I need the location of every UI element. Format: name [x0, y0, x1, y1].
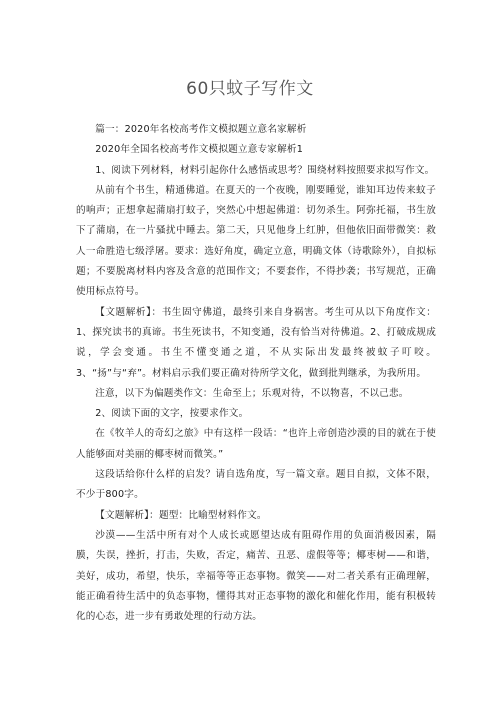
paragraph: 这段话给你什么样的启发？请自选角度，写一篇文章。题目自拟，文体不限，不少于800字。 — [76, 469, 436, 501]
paragraph: 注意，以下为偏题类作文：生命至上；乐观对待，不以物喜，不以己悲。 — [95, 387, 409, 399]
paragraph: 2、阅读下面的文字，按要求作文。 — [95, 408, 249, 420]
paragraph: 1、阅读下列材料，材料引起你什么感悟或思考？围绕材料按照要求拟写作文。 — [95, 164, 435, 176]
paragraph: 【文题解析】：题型：比喻型材料作文。 — [95, 509, 267, 521]
paragraph: 2020年全国名校高考作文模拟题立意专家解析1 — [95, 144, 303, 156]
paragraph: 【文题解析】：书生固守佛道，最终引来自身祸害。考生可从以下角度作文：1、探究读书的真谛。书生死读书，不知变通，没有恰当对待佛道。2、打破成规成说，学会变通。书生不懂变通之道，不从实际出发最终被蚊子叮咬。3、“扬”与“弃”。材料启示我们要正确对待所学文化，做到批判继承，为我所用。 — [76, 306, 436, 379]
paragraph: 从前有个书生，精通佛道。在夏天的一个夜晚，刚要睡觉，谁知耳边传来蚊子的响声；正想拿起蒲扇打蚊子，突然心中想起佛道：切勿杀生。阿弥托福，书生放下了蒲扇，在一片骚扰中睡去。第二天，只见他身上红肿，但他依旧面带微笑：救人一命胜造七级浮屠。要求：选好角度，确定立意，明确文体（诗歌除外），自拟标题；不要脱离材料内容及含意的范围作文；不要套作，不得抄袭；书写规范，正确使用标点符号。 — [76, 184, 436, 298]
document-body — [76, 120, 436, 627]
paragraph: 在《牧羊人的奇幻之旅》中有这样一段话：“也许上帝创造沙漠的目的就在于使人能够面对美丽的椰枣树而微笑。” — [76, 428, 436, 460]
paragraph: 沙漠——生活中所有对个人成长或愿望达成有阻碍作用的负面消极因素，隔膜，失误，挫折，打击，失败，否定，痛苦、丑恶、虚假等等；椰枣树——和谐，美好，成功，希望，快乐，幸福等等正态事物。微笑——对二者关系有正确理解，能正确看待生活中的负态事物，懂得其对正态事物的激化和催化作用，能有积极转化的心态，进一步有勇敢处理的行动方法。 — [76, 529, 436, 623]
paragraph: 篇一：2020年名校高考作文模拟题立意名家解析 — [95, 124, 307, 135]
document-title: 60只蚊子写作文 — [186, 79, 314, 99]
